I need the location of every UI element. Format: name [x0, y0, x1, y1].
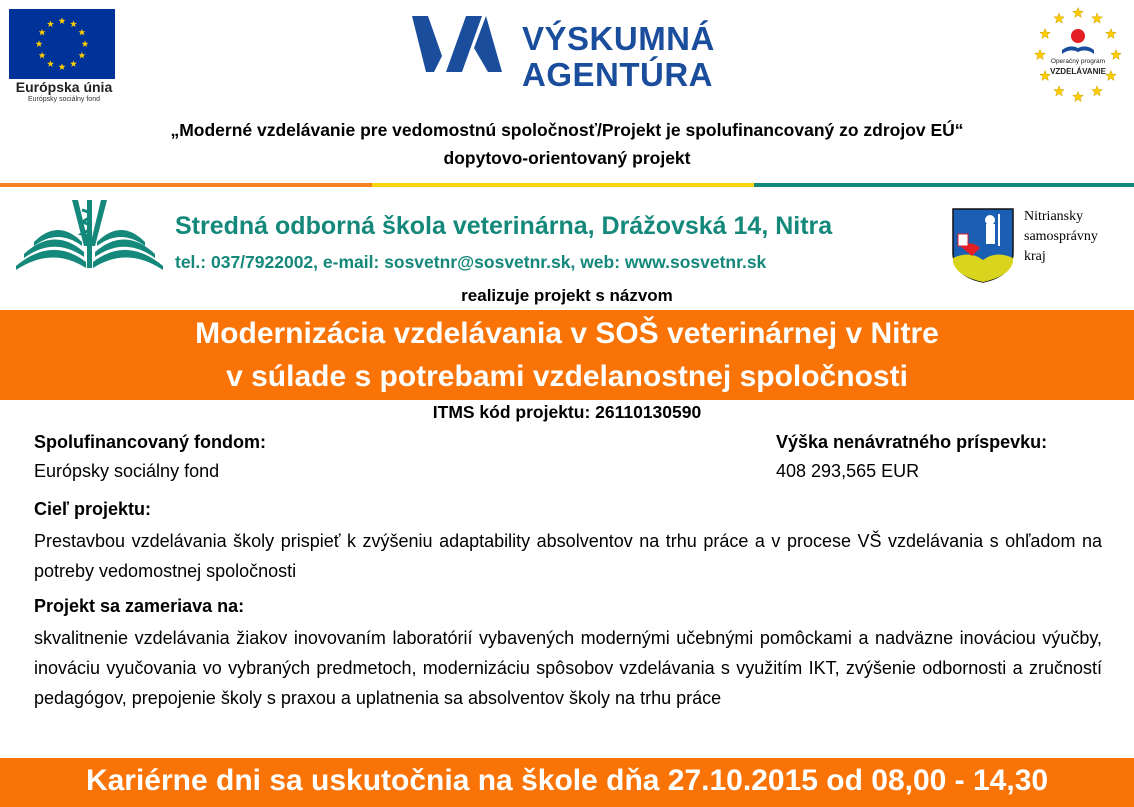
agency-name-line1: VÝSKUMNÁ	[522, 20, 715, 57]
project-title-line2: v súlade s potrebami vzdelanostnej spoločnosti	[226, 360, 908, 393]
op-star-icon	[1106, 29, 1116, 39]
fund-value: Európsky sociálny fond	[34, 461, 220, 481]
agency-logo-icon	[412, 12, 512, 76]
op-star-icon	[1054, 86, 1064, 96]
region-name	[1024, 207, 1132, 267]
region-coat-of-arms-icon	[950, 206, 1016, 284]
intro-text: realizuje projekt s názvom	[461, 286, 673, 305]
school-name: Stredná odborná škola veterinárna, Drážovská 14, Nitra	[175, 212, 833, 240]
op-vzdelavanie-logo	[1032, 6, 1124, 104]
color-divider	[0, 183, 1134, 187]
region-name-line1: Nitriansky	[1024, 209, 1084, 224]
agency-name-line2: AGENTÚRA	[522, 56, 713, 93]
op-star-icon	[1092, 86, 1102, 96]
announcement-text: Kariérne dni sa uskutočnia na škole dňa 27.10.2015 od 08,00 - 14,30	[85, 764, 1049, 797]
goal-text: Prestavbou vzdelávania školy prispieť k zvýšeniu adaptability absolventov na trhu práce a v procese VŠ vzdelávania s ohľadom na potreby vedomostnej spoločnosti	[34, 531, 1102, 581]
motto-line1: „Moderné vzdelávanie pre vedomostnú spoločnosť/Projekt je spolufinancovaný zo zdrojov EÚ“	[170, 120, 964, 140]
fund-label: Spolufinancovaný fondom:	[34, 432, 266, 452]
focus-text: skvalitnenie vzdelávania žiakov inovovaním laboratórií vybavených modernými učebnými pomôckami a nadväzne inováciou výučby, inováciu vyučovania vo vybraných predmetoch, modernizáciu spôsobov vzdelávania s využitím IKT, zvýšenie odbornosti a zručností pedagógov, prepojenie školy s praxou a uplatnenia sa absolventov školy na trhu práce	[34, 628, 1102, 708]
amount-label: Výška nenávratného príspevku:	[776, 432, 1048, 452]
op-star-icon	[1040, 29, 1050, 39]
op-logo-line2: VZDELÁVANIE	[1050, 67, 1106, 76]
eu-title: Európska únia	[15, 79, 113, 95]
op-star-icon	[1092, 13, 1102, 23]
op-logo-line1: Operačný program	[1050, 58, 1106, 65]
op-star-icon	[1073, 8, 1083, 18]
motto-line2: dopytovo-orientovaný projekt	[443, 148, 691, 168]
region-name-line3: kraj	[1024, 249, 1046, 264]
amount-value: 408 293,565 EUR	[776, 461, 920, 481]
focus-label: Projekt sa zameriava na:	[34, 596, 245, 616]
op-star-icon	[1073, 92, 1083, 102]
school-contact: tel.: 037/7922002, e-mail: sosvetnr@sosvetnr.sk, web: www.sosvetnr.sk	[175, 252, 767, 272]
eu-subtitle: Európsky sociálny fond	[28, 96, 100, 103]
region-name-line2: samosprávny	[1024, 229, 1098, 244]
project-title-line1: Modernizácia vzdelávania v SOŠ veterinárnej v Nitre	[195, 317, 939, 350]
op-star-icon	[1054, 13, 1064, 23]
school-logo-icon	[12, 196, 167, 272]
itms-code: ITMS kód projektu: 26110130590	[432, 402, 702, 422]
eu-flag-logo	[9, 9, 115, 79]
goal-label: Cieľ projektu:	[34, 499, 151, 519]
